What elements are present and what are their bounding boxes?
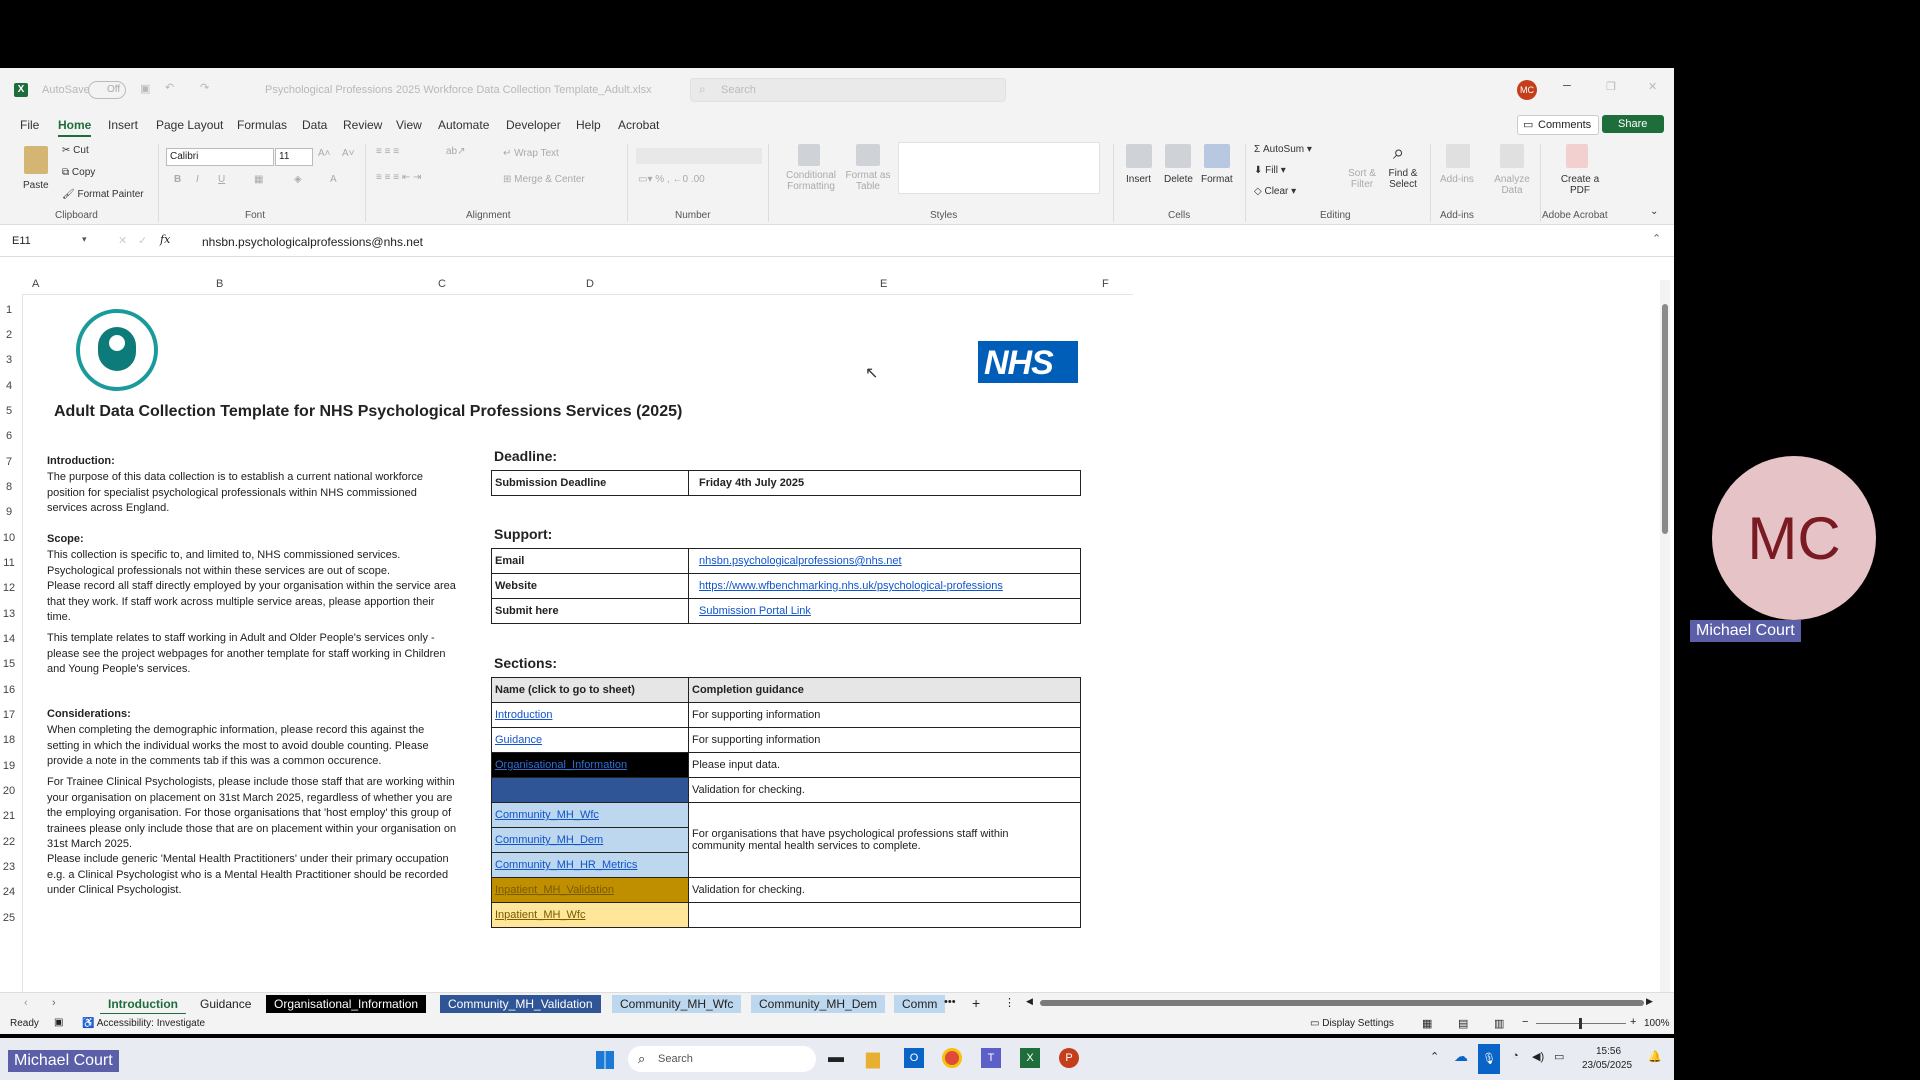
table-row [492,703,1081,728]
section-link-inpatient-wfc[interactable]: Inpatient_MH_Wfc [492,903,689,928]
table-row [492,753,1081,778]
fill-button[interactable]: ⬇ Fill ▾ [1254,165,1286,176]
windows-start-icon[interactable] [596,1051,614,1069]
analyze-data-icon[interactable] [1500,144,1524,168]
notifications-icon[interactable]: 🔔 [1648,1051,1662,1063]
row-header[interactable]: 15 [2,658,16,670]
column-header[interactable]: C [438,278,446,290]
row-header[interactable]: 13 [2,608,16,620]
cell-styles-gallery[interactable] [898,142,1100,194]
insert-cells-icon[interactable] [1126,144,1152,168]
decrease-font-icon[interactable]: A˅ [342,148,355,159]
redo-icon[interactable]: ↷ [200,82,210,94]
find-icon: ⌕ [1393,142,1405,164]
acrobat-group-label: Adobe Acrobat [1542,210,1608,221]
status-bar [0,1014,1674,1034]
zoom-level[interactable]: 100% [1644,1018,1670,1029]
mouse-cursor-icon: ↖ [865,365,879,382]
ribbon [0,138,1674,225]
insert-function-icon[interactable]: fx [160,233,171,246]
add-ins-icon[interactable] [1446,144,1470,168]
font-name-value: Calibri [170,151,199,162]
cell-reference: E11 [12,235,31,247]
scope-text: This template relates to staff working in Adult and Older People's services only - please see the project webpages for another template for staff working in Children and Young People's services. [47,632,446,675]
workforce-benchmarking-logo [76,309,158,391]
insert-cells-button[interactable]: Insert [1126,174,1152,185]
row-header[interactable]: 24 [2,886,16,898]
row-header[interactable]: 25 [2,912,16,924]
section-link-community-hr-metrics[interactable]: Community_MH_HR_Metrics [492,853,689,878]
tab-insert[interactable]: Insert [108,118,139,132]
chrome-icon[interactable] [942,1048,962,1068]
page-title: Adult Data Collection Template for NHS Psychological Professions Services (2025) [54,403,683,420]
microphone-icon[interactable]: 🎙 [1478,1044,1500,1074]
zoom-out-icon[interactable]: − [1522,1016,1529,1028]
clipboard-group-label: Clipboard [55,210,98,221]
section-guidance: Validation for checking. [689,778,1081,803]
row-header[interactable]: 3 [5,354,13,366]
clear-button[interactable]: ◇ Clear ▾ [1254,186,1297,197]
vertical-scrollbar[interactable] [1660,280,1670,992]
paste-button[interactable]: Paste [23,180,49,191]
deadline-table [491,470,1081,496]
save-icon[interactable]: ▣ [140,83,151,95]
table-row [492,778,1081,803]
tab-developer[interactable]: Developer [506,118,561,132]
section-link-organisational-information[interactable]: Organisational_Information [492,753,689,778]
page-layout-view-icon[interactable]: ▤ [1458,1018,1469,1030]
considerations-heading: Considerations: [47,708,131,720]
section-link-introduction[interactable]: Introduction [492,703,689,728]
website-link[interactable]: https://www.wfbenchmarking.nhs.uk/psychological-professions [689,574,1081,599]
sections-col-header: Completion guidance [689,678,1081,703]
horizontal-scrollbar[interactable] [1026,996,1656,1007]
divider [1245,144,1246,222]
alignment-group-label: Alignment [466,210,511,221]
autosave-state: Off [107,84,121,95]
font-name-select[interactable] [166,148,274,166]
row-header[interactable]: 20 [2,785,16,797]
row-header[interactable]: 21 [2,810,16,822]
clock-date[interactable]: 23/05/2025 [1582,1060,1633,1071]
table-row [492,549,1081,574]
participant-initials: MC [1747,505,1841,572]
teams-icon[interactable]: T [981,1048,1001,1068]
section-guidance: For supporting information [689,703,1081,728]
formula-input[interactable]: nhsbn.psychologicalprofessions@nhs.net [202,235,423,249]
scroll-tabs-right-icon[interactable]: › [52,997,56,1009]
display-settings-button[interactable]: ▭ Display Settings [1310,1018,1394,1029]
sheet-tab-guidance[interactable]: Guidance [200,997,252,1011]
scope-heading: Scope: [47,533,84,545]
ribbon-tab-bar [0,112,1674,138]
paste-icon[interactable] [24,146,48,174]
row-header[interactable]: 10 [2,532,16,544]
font-size-value: 11 [279,151,290,162]
scroll-right-icon[interactable]: ▶ [1646,996,1653,1006]
editing-group-label: Editing [1320,210,1351,221]
title-bar [0,68,1674,112]
row-header[interactable]: 12 [2,582,16,594]
bold-icon[interactable]: B [174,174,182,185]
fill-color-icon[interactable]: ◈ [294,174,302,185]
search-placeholder: Search [721,84,756,96]
more-tabs-icon[interactable]: ••• [944,996,956,1008]
wrap-text-label: Wrap Text [514,148,559,159]
tab-review[interactable]: Review [343,118,383,132]
restore-icon[interactable]: ❐ [1606,81,1616,93]
windows-taskbar [0,1038,1674,1080]
row-header[interactable]: 16 [2,684,16,696]
column-header[interactable]: E [880,278,888,290]
sections-col-header: Name (click to go to sheet) [492,678,689,703]
vertical-scroll-thumb[interactable] [1662,304,1668,534]
clock-time[interactable]: 15:56 [1596,1046,1622,1057]
participant-avatar [1712,456,1876,620]
autosave-toggle[interactable] [88,81,126,99]
participant-name-tag: Michael Court [1690,620,1801,642]
sheet-tab-community-mh-validation[interactable]: Community_MH_Validation [440,995,601,1013]
task-view-icon[interactable]: ▬ [828,1049,844,1066]
enter-icon[interactable]: ✓ [138,235,148,247]
divider [365,144,366,222]
undo-icon[interactable]: ↶ [165,82,175,94]
tab-file[interactable]: File [20,118,40,132]
page-break-view-icon[interactable]: ▥ [1494,1018,1505,1030]
user-avatar[interactable]: MC [1517,80,1537,100]
support-table [491,548,1081,624]
considerations-text: For Trainee Clinical Psychologists, please include those staff that are working within your organisation on placement on 31st March 2025, regardless of whether you are the employing organisation. For those organisations that 'host employ' this group of trainees please only include those that are on placement within your organisation on 31st March 2025. [47,776,457,850]
row-header[interactable]: 6 [5,430,13,442]
powerpoint-icon[interactable]: P [1059,1048,1079,1068]
row-header[interactable]: 2 [5,329,13,341]
wifi-icon[interactable]: ◔ [1512,1050,1519,1062]
sections-heading: Sections: [494,655,558,671]
scroll-left-icon[interactable]: ◀ [1026,996,1033,1006]
column-headers [0,278,1660,292]
number-format-select[interactable] [636,148,762,164]
section-link-community-wfc[interactable]: Community_MH_Wfc [492,803,689,828]
section-guidance: For organisations that have psychological professions staff within community mental health services to complete. [689,803,1081,878]
add-sheet-icon[interactable]: + [972,995,981,1011]
format-cells-icon[interactable] [1204,144,1230,168]
worksheet[interactable] [22,294,1133,993]
copy-button[interactable]: ⧉ Copy [62,167,96,178]
table-row [492,903,1081,928]
outlook-icon[interactable]: O [904,1048,924,1068]
submission-portal-link[interactable]: Submission Portal Link [689,599,1081,624]
tab-acrobat[interactable]: Acrobat [618,118,660,132]
speaker-name-tag: Michael Court [8,1050,119,1072]
row-header[interactable]: 18 [2,734,16,746]
divider [158,144,159,222]
add-ins-group-label: Add-ins [1440,210,1474,221]
clear-label: Clear [1264,186,1289,197]
tab-view[interactable]: View [396,118,422,132]
table-row [492,574,1081,599]
person-head-icon [109,335,125,351]
delete-cells-icon[interactable] [1165,144,1191,168]
section-guidance [689,903,1081,928]
volume-icon[interactable]: ◀) [1532,1051,1545,1063]
nhs-logo [978,341,1078,383]
excel-app-icon: X [14,83,28,97]
scroll-tabs-left-icon[interactable]: ‹ [24,997,28,1009]
sections-table [491,677,1081,928]
table-row [492,471,1081,496]
cells-group-label: Cells [1168,210,1191,221]
sheet-tab-introduction[interactable]: Introduction [100,995,186,1015]
table-row [492,728,1081,753]
table-header-row [492,678,1081,703]
status-ready: Ready [10,1018,39,1029]
considerations-text: Please include generic 'Mental Health Practitioners' under their primary occupation e.g. a Clinical Psychologist who is a Mental Health Practitioner should be recorded under Clinical Psychologist. [47,853,449,896]
add-ins-button[interactable]: Add-ins [1440,174,1474,185]
sheet-tab-comm[interactable]: Comm [894,995,945,1013]
name-box[interactable] [6,232,92,250]
tab-data[interactable]: Data [302,118,328,132]
taskbar-search[interactable] [628,1046,816,1072]
section-link-inpatient-validation[interactable]: Inpatient_MH_Validation [492,878,689,903]
expand-formula-icon[interactable]: ⌃ [1652,233,1662,245]
format-as-table-button[interactable]: Format as Table [845,170,891,192]
sort-filter-button[interactable]: Sort & Filter [1348,168,1376,190]
section-guidance: Validation for checking. [689,878,1081,903]
table-row [492,878,1081,903]
deadline-label[interactable]: Submission Deadline [492,471,689,496]
scope-text: Please record all staff directly employed by your organisation within the service area that they work. If staff work across multiple service areas, please apportion their time. [47,580,456,623]
table-row [492,599,1081,624]
find-select-button[interactable]: Find & Select [1388,168,1418,190]
sheet-tab-bar [0,992,1674,1015]
support-label[interactable]: Website [492,574,689,599]
borders-icon[interactable]: ▦ [254,174,264,185]
autosave-label: AutoSave [42,84,90,96]
create-pdf-button[interactable]: Create a PDF [1560,174,1600,196]
italic-icon[interactable]: I [196,174,199,185]
battery-icon[interactable]: ▭ [1554,1051,1565,1063]
row-header[interactable]: 5 [5,405,13,417]
row-header[interactable]: 8 [5,481,13,493]
number-group-label: Number [675,210,711,221]
font-color-icon[interactable]: A [330,174,337,185]
merge-center-button[interactable]: ⊞ Merge & Center [503,174,585,185]
file-title: Psychological Professions 2025 Workforce Data Collection Template_Adult.xlsx [265,84,652,96]
zoom-slider-thumb[interactable] [1579,1018,1582,1029]
tab-help[interactable]: Help [576,118,601,132]
section-link-community-dem[interactable]: Community_MH_Dem [492,828,689,853]
section-guidance: Please input data. [689,753,1081,778]
show-hidden-icons[interactable]: ⌃ [1430,1051,1440,1063]
analyze-data-button[interactable]: Analyze Data [1494,174,1530,196]
accessibility-label: Accessibility: Investigate [96,1018,206,1029]
row-header[interactable]: 7 [5,456,13,468]
tab-automate[interactable]: Automate [438,118,490,132]
search-icon: ⌕ [638,1051,646,1066]
excel-taskbar-icon[interactable]: X [1020,1048,1040,1068]
format-cells-button[interactable]: Format [1201,174,1233,185]
row-header[interactable]: 17 [2,709,16,721]
section-guidance: For supporting information [689,728,1081,753]
row-header[interactable]: 1 [5,304,13,316]
number-format-icons[interactable]: ▭▾ % , ←0 .00 [638,174,705,185]
delete-cells-button[interactable]: Delete [1164,174,1193,185]
tab-options-icon[interactable]: ⋮ [1004,997,1015,1009]
file-explorer-icon[interactable]: ▆ [866,1048,880,1068]
introduction-heading: Introduction: [47,455,115,467]
row-header[interactable]: 23 [2,861,16,873]
section-link-guidance[interactable]: Guidance [492,728,689,753]
minimize-icon[interactable]: ─ [1563,80,1571,92]
row-header[interactable]: 9 [5,506,13,518]
scope-text: This collection is specific to, and limited to, NHS commissioned services. Psychological professionals not within these services are out of scope. [47,549,401,577]
divider [627,144,628,222]
row-header[interactable]: 14 [2,633,16,645]
comments-button[interactable] [1517,115,1599,135]
column-header[interactable]: B [216,278,224,290]
format-painter-button[interactable]: 🖌 Format Painter [62,189,144,200]
email-link[interactable]: nhsbn.psychologicalprofessions@nhs.net [689,549,1081,574]
search-box[interactable] [690,78,1006,102]
comment-icon: ▭ [1523,119,1534,131]
underline-icon[interactable]: U [218,174,226,185]
support-heading: Support: [494,526,553,542]
font-size-select[interactable] [275,148,313,166]
align-left-icon[interactable]: ≡ ≡ ≡ ⇤ ⇥ [376,172,422,183]
zoom-slider[interactable] [1536,1023,1626,1024]
create-pdf-icon[interactable] [1566,144,1588,168]
table-row [492,803,1081,828]
merge-center-label: Merge & Center [514,174,585,185]
divider [1430,144,1431,222]
macro-icon[interactable]: ▣ [54,1017,64,1028]
fill-label: Fill [1265,165,1278,176]
search-icon: ⌕ [699,82,706,96]
normal-view-icon[interactable]: ▦ [1422,1018,1433,1030]
column-header[interactable]: A [32,278,40,290]
format-as-table-icon[interactable] [856,144,880,166]
format-painter-label: Format Painter [77,189,144,200]
divider [1113,144,1114,222]
accessibility-button[interactable]: ♿ Accessibility: Investigate [82,1018,206,1029]
conditional-formatting-button[interactable]: Conditional Formatting [785,170,837,192]
row-header[interactable]: 11 [3,557,15,569]
display-settings-label: Display Settings [1322,1018,1394,1029]
autosum-button[interactable]: Σ AutoSum ▾ [1254,144,1312,155]
orientation-icon[interactable]: ab↗ [446,146,466,157]
tab-home[interactable]: Home [58,118,92,132]
section-link-community-validation[interactable] [492,778,689,803]
introduction-text: The purpose of this data collection is to establish a current national workforce position for specialist psychological professionals within NHS commissioned services across England. [47,471,424,514]
cancel-icon[interactable]: ✕ [118,235,128,247]
onedrive-icon[interactable]: ☁ [1454,1048,1468,1064]
chevron-down-icon: ▾ [82,234,87,244]
sheet-tab-organisational-information[interactable]: Organisational_Information [266,995,426,1013]
conditional-formatting-icon[interactable] [798,144,820,166]
row-header[interactable]: 4 [5,380,13,392]
comments-label: Comments [1538,119,1592,131]
wrap-text-button[interactable]: ↵ Wrap Text [503,148,559,159]
sheet-tab-community-mh-wfc[interactable]: Community_MH_Wfc [612,995,741,1013]
autosum-label: AutoSum [1262,144,1305,155]
cut-button[interactable]: ✂ Cut [62,145,89,156]
row-header[interactable]: 22 [2,836,16,848]
zoom-in-icon[interactable]: + [1630,1016,1637,1028]
close-icon[interactable]: ✕ [1648,81,1658,93]
sheet-tab-community-mh-dem[interactable]: Community_MH_Dem [751,995,885,1013]
formula-bar [0,228,1674,257]
support-label[interactable]: Email [492,549,689,574]
font-group-label: Font [245,210,266,221]
deadline-value[interactable]: Friday 4th July 2025 [689,471,1081,496]
taskbar-search-label: Search [658,1053,693,1065]
cut-label: Cut [73,145,89,156]
align-top-icon[interactable]: ≡ ≡ ≡ [376,146,400,157]
nhs-logo-text: NHS [984,344,1053,382]
share-label: Share [1618,118,1648,130]
tab-page-layout[interactable]: Page Layout [156,118,224,132]
divider [1540,144,1541,222]
column-header[interactable]: F [1102,278,1109,290]
tab-formulas[interactable]: Formulas [237,118,288,132]
divider [768,144,769,222]
row-header[interactable]: 19 [2,760,16,772]
copy-label: Copy [71,167,96,178]
considerations-text: When completing the demographic information, please record this against the setting in which the individual works the most to avoid double counting. Please provide a note in the comments tab if this was a common occurence. [47,724,429,767]
column-header[interactable]: D [586,278,594,290]
horizontal-scroll-thumb[interactable] [1040,1000,1644,1006]
share-button[interactable] [1602,115,1664,133]
increase-font-icon[interactable]: A˄ [318,148,331,159]
support-label[interactable]: Submit here [492,599,689,624]
collapse-ribbon-icon[interactable]: ⌄ [1650,206,1659,217]
deadline-heading: Deadline: [494,448,558,464]
styles-group-label: Styles [930,210,958,221]
